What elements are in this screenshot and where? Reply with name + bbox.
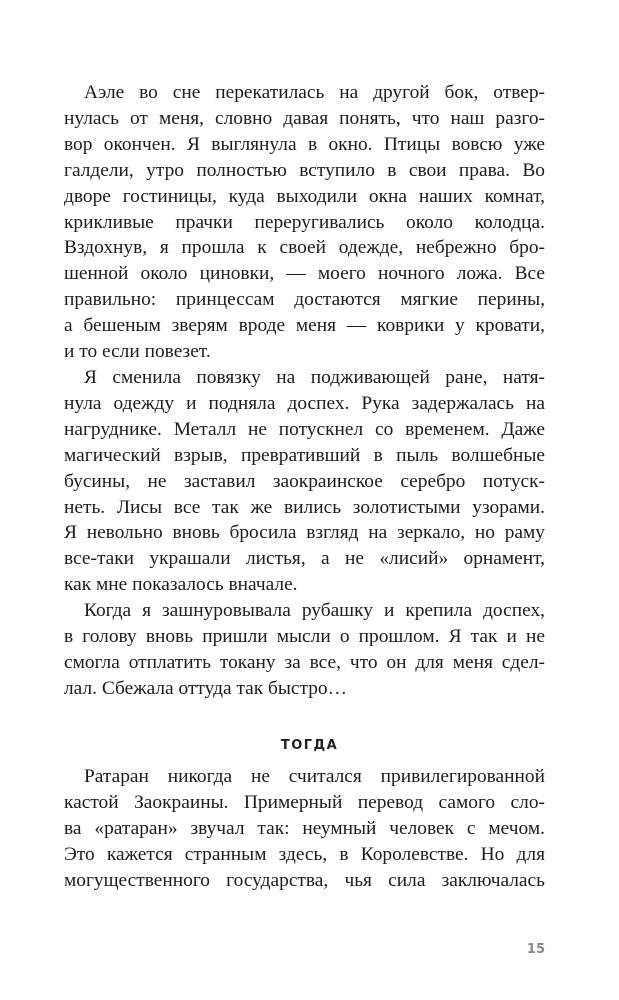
paragraph-3 [64,598,545,702]
text-line: Ратаран никогда не считался привилегированной [84,766,545,787]
text-line: шенной около циновки, — моего ночного ложа. Все [64,263,545,285]
text-line: Вздохнув, я прошла к своей одежде, небрежно бро- [64,237,545,259]
text-line: бусины, не заставил заокраинское серебро потуск- [64,470,545,492]
text-line: Аэле во сне перекатилась на другой бок, отвер- [84,82,545,103]
text-line: правильно: принцессам достаются мягкие перины, [64,289,545,311]
text-line: нулась от меня, словно давая понять, что наш разго- [64,107,545,129]
paragraph-1 [64,80,545,365]
paragraph-4 [64,764,545,894]
section-heading: ТОГДА [280,738,339,753]
text-line: Я сменила повязку на подживающей ране, натя- [84,366,545,388]
paragraph-2 [64,365,545,598]
text-line: лал. Сбежала оттуда так быстро… [64,677,348,699]
text-line: Я невольно вновь бросила взгляд на зеркало, но раму [64,522,545,544]
text-line: галдели, утро полностью вступило в свои права. Во [64,159,545,181]
text-line: нула одежду и подняла доспех. Рука задержалась на [64,392,545,414]
section-before-heading [64,80,545,702]
text-line: вор окончен. Я выглянула в окно. Птицы вовсю уже [64,133,545,155]
text-line: смогла отплатить токану за все, что он для меня сдел- [64,651,545,673]
section-after-heading [64,764,545,894]
text-line: а бешеным зверям вроде меня — коврики у кровати, [64,315,545,337]
page-number: 15 [526,942,545,957]
text-line: крикливые прачки переругивались около колодца. [64,211,545,233]
text-line: все-таки украшали листья, а не «лисий» орнамент, [64,548,545,570]
text-line: и то если повезет. [64,341,211,363]
text-line: ва «ратаран» звучал так: неумный человек с мечом. [64,817,545,839]
text-line: дворе гостиницы, куда выходили окна наших комнат, [64,185,545,207]
text-line: кастой Заокраины. Примерный перевод самого сло- [64,791,545,813]
text-line: могущественного государства, чья сила заключалась [64,869,545,891]
text-line: Это кажется странным здесь, в Королевстве. Но для [64,843,545,865]
text-line: неть. Лисы все так же вились золотистыми узорами. [64,496,545,518]
text-line: как мне показалось вначале. [64,574,298,596]
text-line: в голову вновь пришли мысли о прошлом. Я так и не [64,626,545,648]
text-line: нагруднике. Металл не потускнел со временем. Даже [64,418,545,440]
text-line: магический взрыв, превративший в пыль волшебные [64,444,545,466]
text-line: Когда я зашнуровывала рубашку и крепила доспех, [84,600,545,622]
